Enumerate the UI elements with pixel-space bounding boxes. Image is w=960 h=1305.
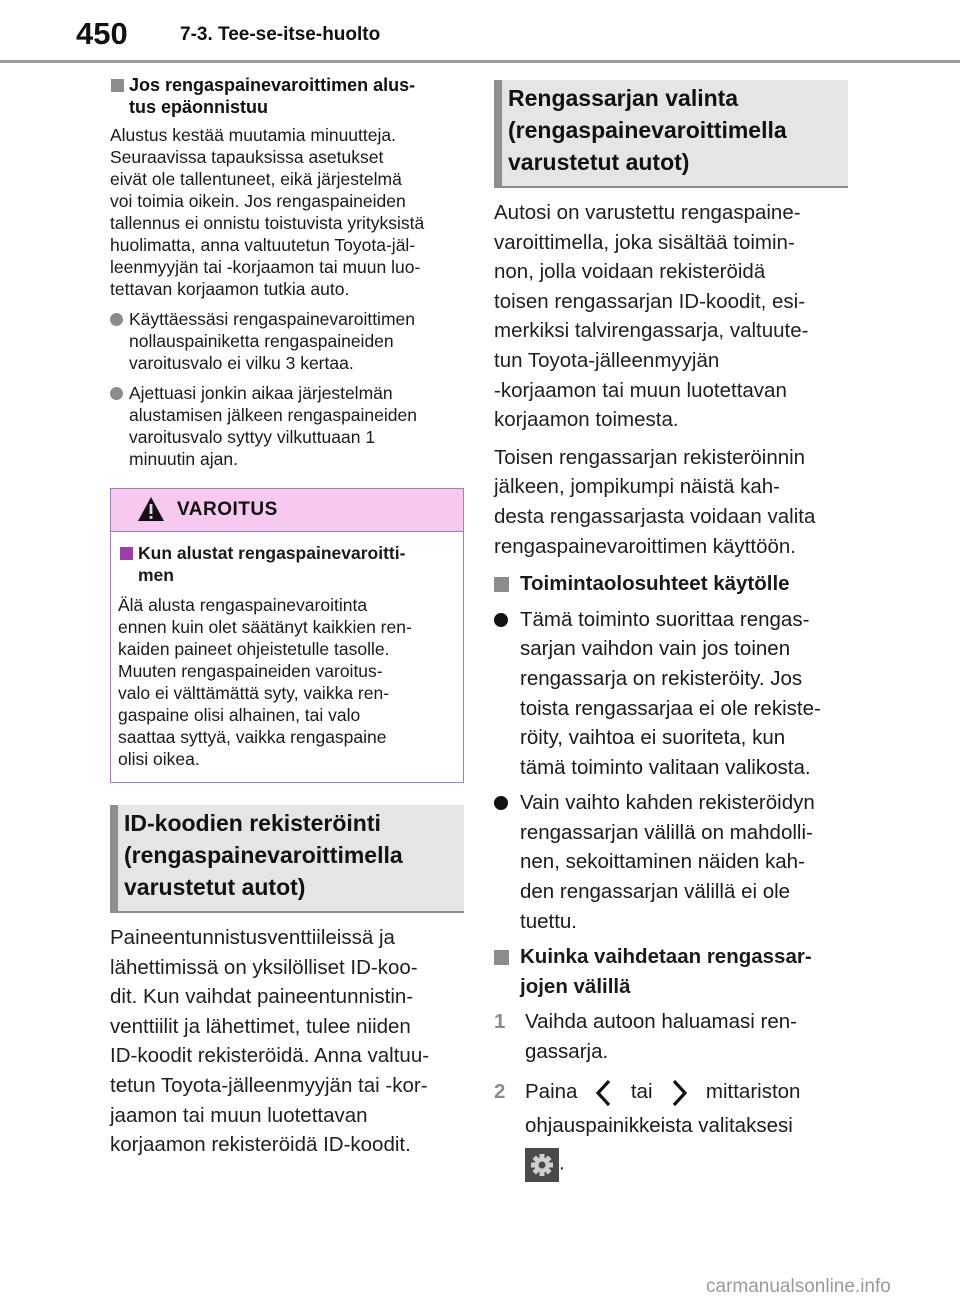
chevron-left-icon <box>589 1078 619 1108</box>
square-bullet-icon <box>494 577 509 592</box>
header-divider <box>0 60 960 63</box>
square-bullet-icon <box>111 79 124 92</box>
square-bullet-icon <box>494 950 509 965</box>
chevron-right-icon <box>664 1078 694 1108</box>
switch-tire-sets-heading-text: Kuinka vaihdetaan rengassar- jojen välillä <box>520 945 812 998</box>
tire-set-paragraph-1: Autosi on varustettu rengaspaine- varoittimella, joka sisältää toimin- non, jolla voidaan rekisteröidä toisen rengassarjan ID-koodit, esi- merkiksi talvirengassarja, valtuute- tun Toyota-jälleenmyyjän -korjaamon tai muun luotettavan korjaamon toimesta. <box>494 201 809 432</box>
step-text: Vaihda autoon haluamasi ren- gassarja. <box>525 1010 797 1064</box>
id-registration-section-title <box>110 805 464 913</box>
init-failure-heading <box>110 74 464 118</box>
list-item-text: Käyttäessäsi rengaspainevaroittimen nollauspainiketta rengaspaineiden varoitusvalo ei vilku 3 kertaa. <box>129 309 415 373</box>
step-text-part-3: mittariston <box>705 1080 801 1104</box>
step-text-part-1: Paina <box>525 1080 578 1104</box>
step-text-end: . <box>559 1151 565 1175</box>
warning-body <box>111 532 463 782</box>
operating-conditions-heading <box>494 569 848 599</box>
step-text-part-2: tai <box>630 1080 653 1104</box>
section-bar <box>110 805 118 911</box>
warning-subheading-text: Kun alustat rengaspainevaroitti- men <box>138 543 406 585</box>
warning-title: VAROITUS <box>177 499 278 520</box>
section-bar <box>494 80 502 186</box>
tire-set-section-title <box>494 80 848 188</box>
switch-tire-sets-heading <box>494 942 848 1001</box>
list-item <box>110 308 464 374</box>
operating-conditions-heading-text: Toimintaolosuhteet käytölle <box>520 572 790 596</box>
square-bullet-icon <box>120 547 133 560</box>
list-item <box>494 605 848 783</box>
warning-box <box>110 488 464 783</box>
step-2 <box>494 1075 848 1185</box>
tire-set-paragraph-2: Toisen rengassarjan rekisteröinnin jälkeen, jompikumpi näistä kah- desta rengassarjasta voidaan valita rengaspainevaroittimen käyttöön. <box>494 445 816 558</box>
init-failure-heading-text: Jos rengaspainevaroittimen alus- tus epäonnistuu <box>129 75 416 117</box>
tire-set-title: Rengassarjan valinta (rengaspainevaroittimella varustetut autot) <box>508 85 787 175</box>
bullet-dot-icon <box>494 613 508 627</box>
list-item-text: Vain vaihto kahden rekisteröidyn rengassarjan välillä on mahdolli- nen, sekoittaminen näiden kah- den rengassarjan välillä ei ole tuettu. <box>520 791 815 933</box>
list-item <box>110 382 464 470</box>
init-failure-paragraph: Alustus kestää muutamia minuutteja. Seuraavissa tapauksissa asetukset eivät ole tallentuneet, eikä järjestelmä voi toimia oikein. Jos rengaspaineiden tallennus ei onnistu toistuvista yrityksistä huolimatta, anna valtuutetun Toyota-jäl- leenmyyjän tai -korjaamon tai muun luo- tettavan korjaamon tutkia auto. <box>110 125 425 299</box>
step-number: 1 <box>494 1010 506 1034</box>
warning-header <box>111 489 463 532</box>
warning-triangle-icon <box>137 496 165 522</box>
list-item-text: Tämä toiminto suorittaa rengas- sarjan vaihdon vain jos toinen rengassarja on rekisteröity. Jos toista rengassarjaa ei ole rekiste- röity, vaihtoa ei suoriteta, kun tämä toiminto valitaan valikosta. <box>520 607 821 779</box>
list-item-text: Ajettuasi jonkin aikaa järjestelmän alustamisen jälkeen rengaspaineiden varoitusvalo syttyy vilkuttuaan 1 minuutin ajan. <box>129 383 417 469</box>
id-registration-title: ID-koodien rekisteröinti (rengaspainevaroittimella varustetut autot) <box>124 810 403 900</box>
chapter-title: 7-3. Tee-se-itse-huolto <box>180 24 381 45</box>
list-item <box>494 788 848 936</box>
warning-subheading <box>118 542 451 586</box>
id-registration-paragraph: Paineentunnistusventtiileissä ja lähettimissä on yksilölliset ID-koo- dit. Kun vaihdat paineentunnistin- venttiilit ja lähettimet, tulee niiden ID-koodit rekisteröidä. Anna valtuu- tetun Toyota-jälleenmyyjän tai -kor- jaamon tai muun luotettavan korjaamon rekisteröidä ID-koodit. <box>110 926 430 1157</box>
step-1 <box>494 1007 848 1067</box>
bullet-dot-icon <box>110 387 123 400</box>
page-header <box>0 0 960 62</box>
left-column <box>110 74 464 1168</box>
right-column <box>494 80 848 1193</box>
step-text-part-4: ohjauspainikkeista valitaksesi <box>525 1114 793 1138</box>
warning-text: Älä alusta rengaspainevaroitinta ennen kuin olet säätänyt kaikkien ren- kaiden paineet ohjeistetulle tasolle. Muuten rengaspaineiden varoitus- valo ei välttämättä syty, vaikka ren- gaspaine olisi alhainen, tai valo saattaa syttyä, vaikka rengaspaine olisi oikea. <box>118 595 412 769</box>
step-number: 2 <box>494 1080 506 1104</box>
bullet-dot-icon <box>110 313 123 326</box>
watermark: carmanualsonline.info <box>706 1276 891 1297</box>
bullet-dot-icon <box>494 796 508 810</box>
page-number: 450 <box>76 16 128 51</box>
gear-icon <box>525 1148 559 1182</box>
